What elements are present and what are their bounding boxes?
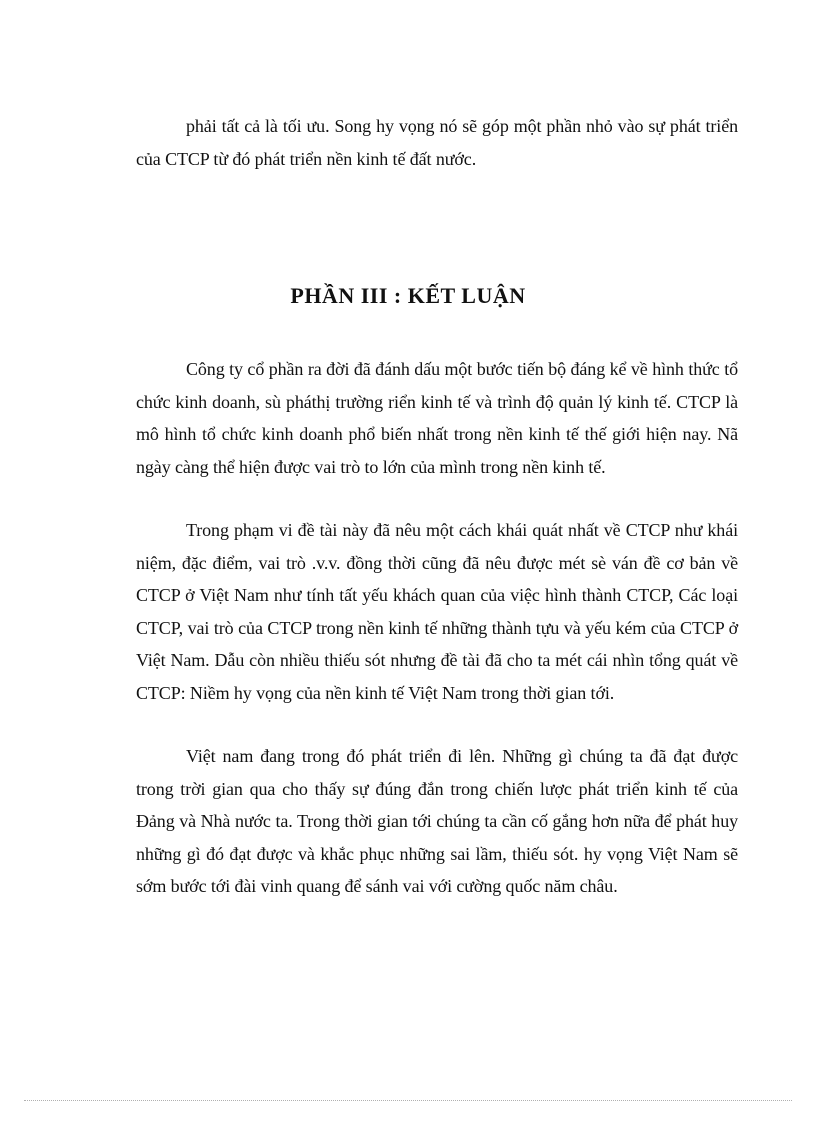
- conclusion-paragraph-1: Công ty cổ phần ra đời đã đánh dấu một bước tiến bộ đáng kể về hình thức tổ chức kinh doanh, sù pháthị trường riển kinh tế và trình độ quản lý kinh tế. CTCP là mô hình tổ chức kinh doanh phổ biến nhất trong nền kinh tế thế giới hiện nay. Nã ngày càng thể hiện được vai trò to lớn của mình trong nền kinh tế.: [136, 359, 738, 477]
- conclusion-paragraph-3: Việt nam đang trong đó phát triển đi lên. Những gì chúng ta đã đạt được trong trời gian qua cho thấy sự đúng đắn trong chiến lược phát triển kinh tế của Đảng và Nhà nước ta. Trong thời gian tới chúng ta cần cố gắng hơn nữa để phát huy những gì đó đạt được và khắc phục những sai lầm, thiếu sót. hy vọng Việt Nam sẽ sớm bước tới đài vinh quang để sánh vai với cường quốc năm châu.: [136, 746, 738, 896]
- continuation-paragraph: phải tất cả là tối ưu. Song hy vọng nó sẽ góp một phần nhỏ vào sự phát triển của CTCP từ đó phát triển nền kinh tế đất nước.: [136, 116, 738, 169]
- page-bottom-divider: [24, 1100, 792, 1101]
- conclusion-paragraph-2: Trong phạm vi đề tài này đã nêu một cách khái quát nhất về CTCP như khái niệm, đặc điểm, vai trò .v.v. đồng thời cũng đã nêu được mét sè ván đề cơ bản về CTCP ở Việt Nam như tính tất yếu khách quan của việc hình thành CTCP, Các loại CTCP, vai trò của CTCP trong nền kinh tế những thành tựu và yếu kém của CTCP ở Việt Nam. Dẫu còn nhiều thiếu sót nhưng đề tài đã cho ta mét cái nhìn tổng quát về CTCP: Niềm hy vọng của nền kinh tế Việt Nam trong thời gian tới.: [136, 520, 738, 703]
- section-heading: PHẦN III : KẾT LUẬN: [290, 283, 526, 308]
